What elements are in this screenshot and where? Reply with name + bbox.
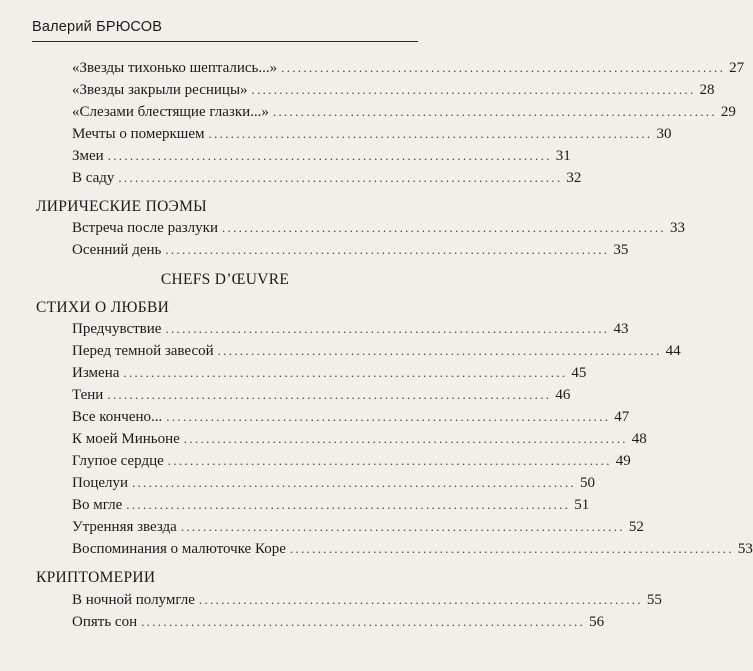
dot-leader: ................................................................................ (165, 321, 610, 336)
toc-entry-title: Утренняя звезда (72, 519, 177, 535)
toc-entry (72, 217, 685, 239)
dot-leader: ................................................................................ (221, 220, 666, 235)
dot-leader: ................................................................................ (132, 475, 577, 490)
toc-entry (72, 494, 590, 516)
toc-entry (72, 123, 672, 145)
toc-entry-title: Тени (72, 387, 104, 403)
toc-entry-title: Перед темной завесой (72, 343, 214, 359)
dot-leader: ................................................................................ (107, 148, 552, 163)
toc-entry-page: 28 (699, 82, 715, 98)
toc-entry-title: Все кончено... (72, 409, 163, 425)
toc-entry (72, 428, 647, 450)
dot-leader: ................................................................................ (208, 126, 653, 141)
toc-entry-page: 44 (665, 343, 681, 359)
toc-entry (72, 101, 736, 123)
running-header: Валерий БРЮСОВ (32, 19, 163, 35)
toc-entry (72, 145, 571, 167)
toc-entry (72, 589, 662, 611)
toc-entry (72, 239, 629, 261)
toc-entry-title: Воспоминания о малюточке Коре (72, 541, 286, 557)
toc-entry-page: 55 (646, 592, 662, 608)
toc-entry-title: Предчувствие (72, 321, 162, 337)
toc-entry-title: Во мгле (72, 497, 123, 513)
toc-entry (72, 450, 631, 472)
toc-entry-title: «Слезами блестящие глазки...» (72, 104, 269, 120)
toc-entry-title: К моей Миньоне (72, 431, 180, 447)
toc-entry-page: 33 (669, 220, 685, 236)
toc-entry-title: Опять сон (72, 614, 138, 630)
toc-entry-page: 29 (720, 104, 736, 120)
toc-entry-title: Встреча после разлуки (72, 220, 218, 236)
toc-entry-title: Поцелуи (72, 475, 129, 491)
dot-leader: ................................................................................ (126, 497, 571, 512)
toc-entry (72, 538, 753, 560)
toc-entry-page: 53 (737, 541, 753, 557)
toc-entry (72, 406, 630, 428)
dot-leader: ................................................................................ (289, 541, 734, 556)
dot-leader: ................................................................................ (198, 592, 643, 607)
toc-entry-page: 31 (555, 148, 571, 164)
section-heading: КРИПТОМЕРИИ (36, 569, 156, 586)
toc-entry (72, 340, 681, 362)
toc-entry-page: 27 (729, 60, 745, 76)
dot-leader: ................................................................................ (107, 387, 552, 402)
part-title: CHEFS D’ŒUVRE (160, 271, 290, 288)
toc-entry-title: «Звезды закрыли ресницы» (72, 82, 248, 98)
toc-entry-page: 49 (615, 453, 631, 469)
dot-leader: ................................................................................ (165, 242, 610, 257)
section-heading: СТИХИ О ЛЮБВИ (36, 299, 170, 316)
dot-leader: ................................................................................ (166, 409, 611, 424)
toc-entry (72, 516, 644, 538)
toc-entry (72, 384, 571, 406)
toc-entry-page: 46 (555, 387, 571, 403)
toc-entry-title: Змеи (72, 148, 104, 164)
toc-entry-page: 43 (613, 321, 629, 337)
toc-entry-page: 51 (574, 497, 590, 513)
toc-entry-page: 47 (614, 409, 630, 425)
dot-leader: ................................................................................ (167, 453, 612, 468)
dot-leader: ................................................................................ (118, 170, 563, 185)
dot-leader: ................................................................................ (183, 431, 628, 446)
toc-entry-title: В саду (72, 170, 115, 186)
dot-leader: ................................................................................ (251, 82, 696, 97)
toc-entry-page: 45 (571, 365, 587, 381)
dot-leader: ................................................................................ (180, 519, 625, 534)
dot-leader: ................................................................................ (272, 104, 717, 119)
dot-leader: ................................................................................ (217, 343, 662, 358)
toc-entry-page: 52 (628, 519, 644, 535)
toc-entry (72, 57, 745, 79)
toc-entry-title: В ночной полумгле (72, 592, 195, 608)
toc-entry-page: 35 (613, 242, 629, 258)
toc-entry-title: Осенний день (72, 242, 162, 258)
toc-entry-page: 56 (589, 614, 605, 630)
dot-leader: ................................................................................ (141, 614, 586, 629)
toc-entry (72, 611, 605, 633)
toc-entry-title: Глупое сердце (72, 453, 164, 469)
toc-entry-title: «Звезды тихонько шептались...» (72, 60, 278, 76)
toc-entry (72, 472, 596, 494)
toc-entry-title: Измена (72, 365, 120, 381)
dot-leader: ................................................................................ (281, 60, 726, 75)
toc-entry-page: 50 (580, 475, 596, 491)
toc-entry (72, 362, 587, 384)
toc-entry (72, 318, 629, 340)
section-heading: ЛИРИЧЕСКИЕ ПОЭМЫ (36, 198, 207, 215)
toc-entry (72, 167, 582, 189)
header-rule (32, 41, 418, 42)
toc-entry-page: 48 (631, 431, 647, 447)
toc-entry-page: 30 (656, 126, 672, 142)
toc-entry (72, 79, 715, 101)
toc-entry-title: Мечты о померкшем (72, 126, 205, 142)
toc-entry-page: 32 (566, 170, 582, 186)
dot-leader: ................................................................................ (123, 365, 568, 380)
